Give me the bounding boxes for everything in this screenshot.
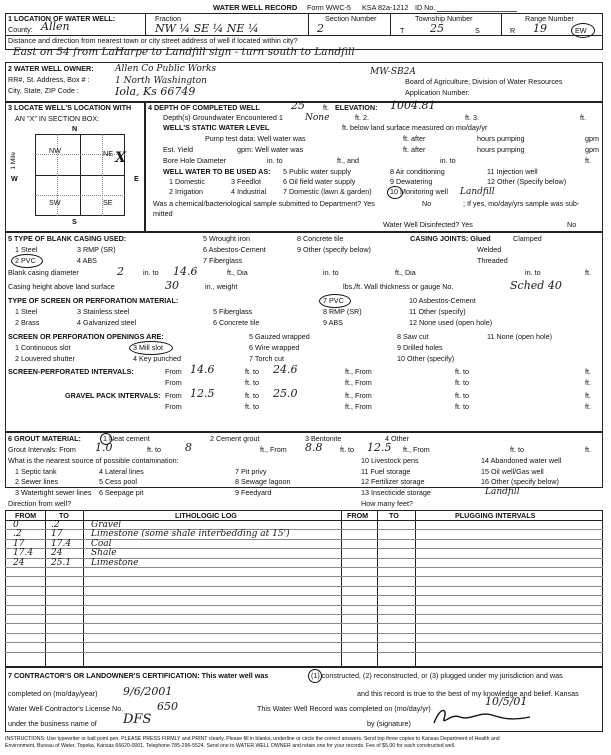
contamination-label: What is the nearest source of possible contamination: <box>8 456 179 465</box>
compass-s: S <box>72 217 77 226</box>
business-name-value[interactable]: DFS <box>123 712 152 727</box>
plugging-intervals-header: PLUGGING INTERVALS <box>455 511 536 520</box>
grout-neat-cement[interactable]: 1 Neat cement <box>103 434 150 443</box>
license-value[interactable]: 650 <box>157 700 178 713</box>
log-to-header: TO <box>59 511 69 520</box>
grout-intervals-label: Grout Intervals: From <box>8 445 76 454</box>
casing-pvc-circle <box>11 254 43 268</box>
certification-line1b: (1) constructed, (2) reconstructed, or (3) plugged under my jurisdiction and was <box>311 671 563 680</box>
grout-to2-value[interactable]: 12.5 <box>367 441 392 454</box>
log-row-to[interactable]: 25.1 <box>51 557 72 568</box>
section-3-subtitle: AN "X" IN SECTION BOX: <box>15 114 100 123</box>
disinfected-label: Water Well Disinfected? Yes <box>383 220 473 229</box>
completed-label: completed on (mo/day/year) <box>8 689 98 698</box>
owner-value[interactable]: Allen Co Public Works <box>115 64 217 74</box>
well-location-mark: X <box>115 150 126 166</box>
instructions-line2: Environment, Bureau of Water, Topeka, Kansas 66620-0001, Telephone 785-296-5524. Send one to WATER WELL OWNER and retain one for your records. Fee of $5.00 for each constructed well. <box>5 743 456 749</box>
direction-label: Direction from well? <box>8 499 72 508</box>
log-row-from[interactable]: 17 <box>13 538 25 549</box>
log-row-from[interactable]: 17.4 <box>13 548 34 559</box>
log-row-description[interactable]: Limestone (some shale interbedding at 15') <box>91 529 290 540</box>
county-label: County: <box>8 25 33 34</box>
board-label: Board of Agriculture, Division of Water Resources <box>405 77 563 86</box>
compass-e: E <box>134 174 139 183</box>
range-e-circle <box>571 23 595 38</box>
lithologic-log-header: LITHOLOGIC LOG <box>175 511 237 520</box>
section-1-title: 1 LOCATION OF WATER WELL: <box>8 14 116 23</box>
county-value[interactable]: Allen <box>41 20 70 33</box>
screen-from-value[interactable]: 14.6 <box>190 363 215 376</box>
township-value[interactable]: 25 <box>430 22 444 35</box>
section-2-title: 2 WATER WELL OWNER: <box>8 64 94 73</box>
casing-diameter-label: Blank casing diameter <box>8 268 79 277</box>
contamination-other-value[interactable]: Landfill <box>485 487 520 497</box>
rr-value[interactable]: 1 North Washington <box>115 76 207 86</box>
id-label: ID No. <box>415 3 436 12</box>
section-number-label: Section Number <box>325 14 377 23</box>
screen-to-value[interactable]: 24.6 <box>273 363 298 376</box>
how-many-feet-label: How many feet? <box>361 499 413 508</box>
groundwater-label: Depth(s) Groundwater Encountered 1 <box>163 113 283 122</box>
use-label: WELL WATER TO BE USED AS: <box>163 167 271 176</box>
quadrant-nw: NW <box>49 146 61 155</box>
section-number-value[interactable]: 2 <box>317 22 324 35</box>
log-row-description[interactable]: Limestone <box>91 557 139 568</box>
range-value[interactable]: 19 <box>533 22 547 35</box>
static-level-label: WELL'S STATIC WATER LEVEL <box>163 123 270 132</box>
township-label: Township Number <box>415 14 473 23</box>
gravel-to-value[interactable]: 25.0 <box>273 387 298 400</box>
casing-pvc[interactable]: 2 PVC <box>15 256 36 265</box>
section-4-title: 4 DEPTH OF COMPLETED WELL <box>148 103 260 112</box>
signature-label: by (signature) <box>367 719 411 728</box>
log-row-to[interactable]: 17.4 <box>51 538 72 549</box>
use-monitoring-well[interactable]: 10 Monitoring well <box>390 187 448 196</box>
id-field[interactable] <box>437 11 517 12</box>
instructions-line1: INSTRUCTIONS: Use typewriter or ball point pen. PLEASE PRESS FIRMLY and PRINT clearly. Please fill in blanks, underline or circle the correct answers. Send top three copies to Kansas Department of Health and <box>5 736 500 742</box>
constructed-circle <box>308 669 322 683</box>
township-s: S <box>475 26 480 35</box>
ksa-reference: KSA 82a-1212 <box>362 3 409 12</box>
casing-height-value[interactable]: 30 <box>165 279 179 292</box>
opening-mill-slot[interactable]: 3 Mill slot <box>133 343 163 352</box>
bore-hole-label: Bore Hole Diameter <box>163 156 227 165</box>
openings-label: SCREEN OR PERFORATION OPENINGS ARE: <box>8 332 164 341</box>
application-label: Application Number: <box>405 88 470 97</box>
business-name-label: under the business name of <box>8 719 97 728</box>
section-6-title: 6 GROUT MATERIAL: <box>8 434 81 443</box>
log-row-from[interactable]: 24 <box>13 557 25 568</box>
compass-n: N <box>72 124 78 133</box>
form-number: Form WWC-5 <box>307 3 351 12</box>
screen-intervals-label: SCREEN-PERFORATED INTERVALS: <box>8 367 134 376</box>
completed-date-value[interactable]: 9/6/2001 <box>123 685 173 698</box>
log-row-to[interactable]: .2 <box>51 519 60 530</box>
log-row-to[interactable]: 24 <box>51 548 63 559</box>
township-t: T <box>400 26 405 35</box>
gauge-value[interactable]: Sched 40 <box>510 279 562 292</box>
screen-pvc-circle <box>319 294 351 308</box>
plug-from-header: FROM <box>347 511 369 520</box>
range-r: R <box>510 26 516 35</box>
quadrant-sw: SW <box>49 198 61 207</box>
record-date-value[interactable]: 10/5/01 <box>485 695 528 708</box>
use-other-value[interactable]: Landfill <box>460 187 495 197</box>
gravel-pack-label: GRAVEL PACK INTERVALS: <box>65 391 161 400</box>
section-3-title: 3 LOCATE WELL'S LOCATION WITH <box>8 103 132 112</box>
distance-label: Distance and direction from nearest town or city street address of well if located within city? <box>8 36 298 45</box>
log-row-to[interactable]: 17 <box>51 529 63 540</box>
quadrant-ne: NE <box>103 149 113 158</box>
grout-from-value[interactable]: 1.0 <box>95 441 113 454</box>
elevation-label: ELEVATION: <box>335 103 378 112</box>
license-label: Water Well Contractor's License No. <box>8 704 124 713</box>
form-title: WATER WELL RECORD <box>213 3 298 12</box>
mill-slot-circle <box>129 341 173 355</box>
fraction-label: Fraction <box>155 14 181 23</box>
log-row-from[interactable]: 0 <box>13 519 19 530</box>
screen-pvc[interactable]: 7 PVC <box>323 296 344 305</box>
gravel-from-value[interactable]: 12.5 <box>190 387 215 400</box>
fraction-value[interactable]: NW ¼ SE ¼ NE ¼ <box>155 22 259 35</box>
casing-joints-label: CASING JOINTS: Glued <box>410 234 491 243</box>
plug-to-header: TO <box>389 511 399 520</box>
screen-material-label: TYPE OF SCREEN OR PERFORATION MATERIAL: <box>8 296 179 305</box>
log-row-description[interactable]: Coal <box>91 538 112 549</box>
grout-from2-value[interactable]: 8.8 <box>305 441 323 454</box>
groundwater-value[interactable]: None <box>305 113 330 123</box>
pump-test-label: Pump test data: Well water was <box>205 134 306 143</box>
grout-to-value[interactable]: 8 <box>185 441 192 454</box>
distance-value[interactable]: East on 54 from LaHarpe to Landfill sign - turn south to Landfill <box>13 46 355 58</box>
compass-w: W <box>11 174 18 183</box>
section-5-title: 5 TYPE OF BLANK CASING USED: <box>8 234 127 243</box>
depth-value[interactable]: 25 <box>291 99 305 112</box>
elevation-value[interactable]: 1004.81 <box>390 99 436 112</box>
certification-line1a: 7 CONTRACTOR'S OR LANDOWNER'S CERTIFICATION: This water well was <box>8 671 269 680</box>
casing-diameter-value[interactable]: 2 <box>117 265 124 278</box>
casing-height-label: Casing height above land surface <box>8 282 115 291</box>
range-ew-label[interactable]: EW <box>575 26 587 35</box>
quadrant-se: SE <box>103 198 113 207</box>
log-row-from[interactable]: .2 <box>13 529 22 540</box>
range-label: Range Number <box>525 14 574 23</box>
water-well-record-form: WATER WELL RECORD Form WWC-5 KSA 82a-1212 ID No. 1 LOCATION OF WATER WELL: County: Allen Fraction NW ¼ SE ¼ NE ¼ Section Number 2 Township Number T 25 S Range Number R 19 EW Distance and direction from nearest town or city street address of well if located within city? East on 54 from LaHarpe to Landfill sign - turn south to Landfill 2 WATER WELL OWNER: Allen Co Public Works RR#, St. Address, Box # : 1 North Washington City, State, ZIP Code : Iola, Ks 66749 MW-SB2A Board of Agriculture, Division of Water Resources Application Number: 3 LOCATE WELL'S LOCATION WITH AN "X" IN SECTION BOX: N S W E 1 Mile NW NE SW SE X 4 DEPTH OF COMPLETED WELL 25 ft. ELEVATION: 1004.81 Depth(s) Groundwater Encountered 1 None ft. 2. ft. 3. ft. WELL'S STATIC WATER LEVEL ft. below land surface measured on mo/day/yr Pump test data: Well water was ft. after hours pumping gpm Est. Yield gpm: Well water was ft. after hours pumping gpm Bore Hole Diameter in. to ft., and in. to ft. WELL WATER TO BE USED AS: 5 Public water supply 8 Air conditioning 11 Injection well 1 Domestic 3 Feedlot 6 Oil field water supply 9 Dewatering 12 Other (Specify below) 2 Irrigation 4 Industrial 7 Domestic (lawn & garden) 10 Monitoring well Landfill Was a chemical/bacteriological sample submitted to Department? Yes No ; If yes, mo/day/yrs sample was sub- mitted Water Well Disinfected? Yes No 5 TYPE OF BLANK CASING USED: 5 Wrought iron 8 Concrete tile CASING JOINTS: Glued Clamped 1 Steel 3 RMP (SR) 6 Asbestos-Cement 9 Other (specify below) Welded 2 PVC 4 ABS 7 Fiberglass Threaded Blank casing diameter 2 in. to 14.6 ft., Dia in. to ft., Dia in. to ft. Casing height above land surface 30 in., weight lbs./ft. Wall thickness or gauge No. Sched 40 TYPE OF SCREEN OR PERFORATION MATERIAL: 7 PVC 10 Asbestos-Cement 1 Steel 3 Stainless steel 5 Fiberglass 8 RMP (SR) 11 Other (specify) 2 Brass 4 Galvanized steel 6 Concrete tile 9 ABS 12 None used (open hole) SCREEN OR PERFORATION OPENINGS ARE: 5 Gauzed wrapped 8 Saw cut 11 None (open hole) 1 Continuous slot 3 Mill slot 6 Wire wrapped 9 Drilled holes 2 Louvered shutter 4 Key punched 7 Torch cut 10 Other (specify) SCREEN-PERFORATED INTERVALS: From 14.6 ft. to 24.6 ft., From ft. to ft. From ft. to ft., From ft. to ft. GRAVEL PACK INTERVALS: From 12.5 ft. to 25.0 ft., From ft. to ft. From ft. to ft., From ft. to ft. 6 GROUT MATERIAL: 1 Neat cement 2 Cement grout 3 Bentonite 4 Other Grout Intervals: From 1.0 ft. to 8 ft., From 8.8 ft. to 12.5 ft., From ft. to ft. What is the nearest source of possible contamination: 10 Livestock pens 14 Abandoned water well 1 Septic tank 4 Lateral lines 7 Pit privy 11 Fuel storage 15 Oil well/Gas well 2 Sewer lines 5 Cess pool 8 Sewage lagoon 12 Fertilizer storage 16 Other (specify below) 3 Watertight sewer lines 6 Seepage pit 9 Feedyard 13 Insecticide storage Landfill Direction from well? How many feet? FROM TO LITHOLOGIC LOG FROM TO PLUGGING INTERVALS 7 CONTRACTOR'S OR LANDOWNER'S CERTIFICATION: This water well was (1) constructed, (2) reconstructed, or (3) plugged under my jurisdiction and was completed on (mo/day/year) 9/6/2001 and this record is true to the best of my knowledge and belief. Kansas Water Well Contractor's License No. 650 This Water Well Record was completed on (mo/day/yr) 10/5/01 under the business name of DFS by (signature) INSTRUCTIONS: Use typewriter or ball point pen. PLEASE PRESS FIRMLY and PRINT clearly. Please fill in blanks, underline or circle the correct answers. Send top three copies to Kansas Department of Health and Environment, Bureau of Water, Topeka, Kansas 66620-0001, Telephone 785-296-5524. Send one to WATER WELL OWNER and retain one for your records. Fee of $5.00 for each constructed well. 0 .2 Gravel .2 17 Limestone (some shale interbedding at 15') 17 17.4 Coal 17.4 24 Shale 24 25.1 Limestone <box>5 2 605 752</box>
city-value[interactable]: Iola, Ks 66749 <box>115 85 196 98</box>
log-row-description[interactable]: Shale <box>91 548 117 559</box>
log-from-header: FROM <box>15 511 37 520</box>
use-10-circle <box>387 186 403 199</box>
log-row-description[interactable]: Gravel <box>91 519 122 530</box>
chem-sample-label: Was a chemical/bacteriological sample submitted to Department? Yes <box>153 199 375 208</box>
signature-mark[interactable] <box>430 705 540 729</box>
casing-to-value[interactable]: 14.6 <box>173 265 198 278</box>
rr-label: RR#, St. Address, Box # : <box>8 75 90 84</box>
city-label: City, State, ZIP Code : <box>8 86 79 95</box>
est-yield-label: Est. Yield <box>163 145 193 154</box>
mile-label: 1 Mile <box>10 152 17 170</box>
mw-value[interactable]: MW-SB2A <box>370 67 416 77</box>
